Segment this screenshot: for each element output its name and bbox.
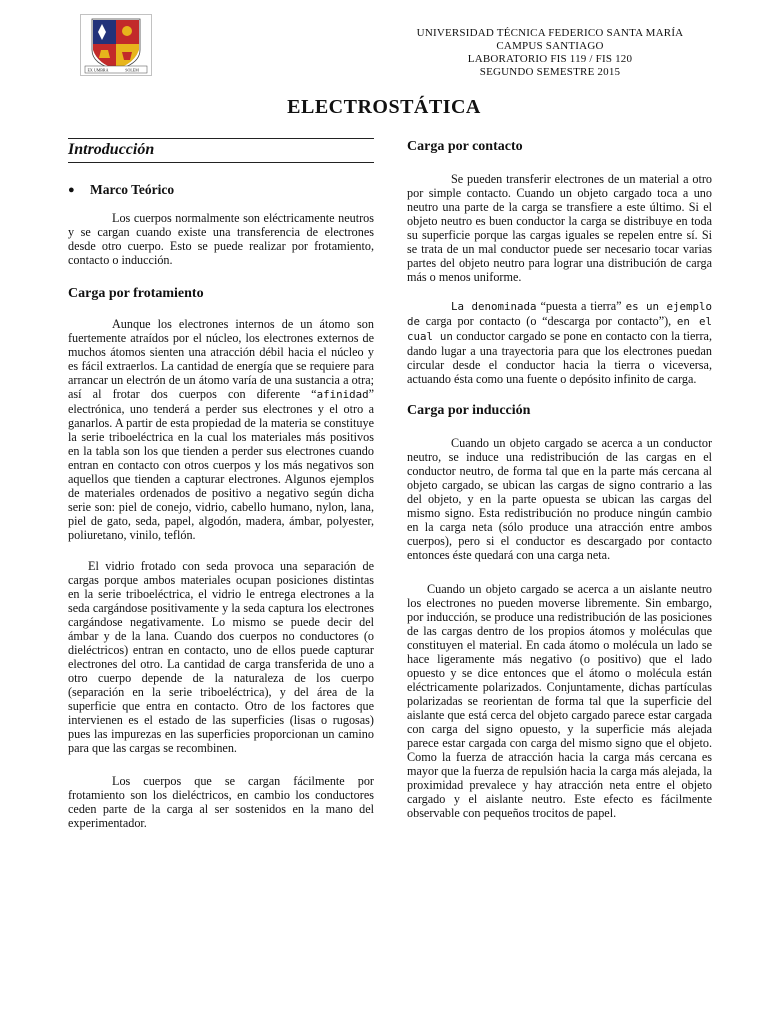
paragraph-intro: Los cuerpos normalmente son eléctricamente neutros y se cargan cuando existe una transferencia de electrones desde otro cuerpo. Esto se puede realizar por frotamiento, contacto o inducción.	[68, 211, 374, 267]
afinidad-word: afinidad	[316, 388, 369, 401]
paragraph-vidrio: El vidrio frotado con seda provoca una separación de cargas porque ambos materiales ocupan posiciones distintas en la serie triboeléctrica, el vidrio le entrega electrones a la seda cargándose positivamente y la seda captura los electrones cargándose negativamente. Lo mismo se puede decir del ámbar y de la lana. Cuando dos cuerpos no conductores (o dieléctricos) entran en contacto, uno de ellos puede capturar electrones del otro. La cantidad de carga transferida de uno a otro cuerpo depende de la naturaleza de los cuerpo (separación en la serie triboeléctrica), y del área de la superficie que entra en contacto. Otro de los factores que intervienen es el estado de las superficies (lisas o rugosas) pues las impurezas en las superficies proporcionan un camino para que las cargas se recombinen.	[68, 559, 374, 755]
paragraph-contacto: Se pueden transferir electrones de un material a otro por simple contacto. Cuando un objeto cargado toca a uno neutro una parte de la carga se transfiere a este último. Si el objeto neutro es buen conductor la carga se distribuye en toda su superficie porque las cargas iguales se repelen entre sí. Si se trata de un mal conductor puede ser necesario tocar varias partes del objeto neutro para lograr una distribución de carga más o menos uniforme.	[407, 172, 712, 284]
bullet-item	[68, 183, 374, 197]
paragraph-frotamiento-b: ” electrónica, uno tenderá a perder sus electrones y el otro a ganarlos. A partir de esta propiedad de la materia se constituye la serie triboeléctrica en la cual los materiales más positivos en la tabla son los que tienden a perder sus electrones cuando entran en contacto con otros cuerpos y los más negativos son aquellos que tienden a capturar electrones. Algunos ejemplos de materiales ordenados de positivo a negativo según dicha serie son: piel de conejo, vidrio, cabello humano, nylon, lana, piel de gato, seda, papel, algodón, madera, ámbar, polyester, poliuretano, vinilo, teflón.	[68, 387, 374, 542]
puesta-tierra-text-a: “puesta a tierra”	[536, 299, 626, 313]
paragraph-dielectricos: Los cuerpos que se cargan fácilmente por frotamiento son los dieléctricos, en cambio los conductores ceden parte de la carga al ser sostenidos en la mano del experimentador.	[68, 774, 374, 830]
document-title: ELECTROSTÁTICA	[287, 96, 481, 118]
campus-name: CAMPUS SANTIAGO	[496, 40, 604, 52]
puesta-tierra-text-c: conductor cargado se pone en contacto con la tierra, dando lugar a una trayectoria para que los electrones puedan circular desde el conductor hacia la tierra o viceversa, actuando ésta como una fuente o depósito infinito de carga.	[407, 329, 712, 386]
semester: SEGUNDO SEMESTRE 2015	[479, 66, 621, 78]
heading-induccion: Carga por inducción	[407, 403, 531, 418]
paragraph-puesta-tierra	[407, 299, 712, 386]
mono-text-3: en el cual un	[407, 315, 712, 343]
lab-name: LABORATORIO FIS 119 / FIS 120	[467, 53, 633, 65]
university-header	[390, 27, 710, 79]
paragraph-frotamiento-a: Aunque los electrones internos de un átomo son fuertemente atraídos por el núcleo, los electrones externos de muchos átomos sienten una atracción débil hacia el núcleo y es fácil extraerlos. La cantidad de energía que se requiere para arrancar un electrón de un átomo varía de una sustancia a otra; así al frotar dos cuerpos con diferente “	[68, 317, 374, 401]
heading-contacto: Carga por contacto	[407, 139, 523, 154]
right-column	[407, 138, 712, 820]
crest-motto-left: EX UMBRA	[87, 67, 109, 73]
bullet-icon: ●	[68, 184, 75, 196]
left-column	[68, 138, 374, 830]
intro-heading: Introducción	[68, 138, 374, 163]
puesta-tierra-text-b: carga por contacto (o “descarga por contacto”),	[420, 314, 677, 328]
paragraph-induccion-conductor: Cuando un objeto cargado se acerca a un conductor neutro, se induce una redistribución de las cargas en el conductor neutro, de forma tal que en la parte más cercana al objeto cargado, se ubican las cargas de signo contrario a las del objeto, y en la parte opuesta se ubican las cargas del mismo signo. Esta redistribución no produce ningún cambio en la carga neta (sólo produce una atracción entre ambos cuerpos), pero si el conductor es descargado por contacto entonces éste quedará con una carga neta.	[407, 436, 712, 562]
heading-frotamiento: Carga por frotamiento	[68, 286, 204, 301]
mono-text-1: La denominada	[451, 300, 537, 313]
university-crest-icon	[80, 14, 152, 76]
university-name: UNIVERSIDAD TÉCNICA FEDERICO SANTA MARÍA	[416, 27, 684, 39]
paragraph-frotamiento	[68, 317, 374, 542]
marco-teorico-heading: Marco Teórico	[90, 182, 175, 197]
mono-text-2: es un ejemplo de	[407, 300, 712, 328]
paragraph-induccion-aislante: Cuando un objeto cargado se acerca a un aislante neutro los electrones no pueden moverse libremente. Sin embargo, por inducción, se produce una redistribución de las posiciones de las cargas dentro de los propios átomos y moléculas que constituyen el material. En cada átomo o molécula un lado se hace ligeramente más negativo (o positivo) que el lado opuesto y se dice entonces que el átomo o molécula están eléctricamente polarizados. Conjuntamente, dichas partículas polarizadas se reorientan de forma tal que la superficie del aislante que está cerca del objeto cargado parece estar cargada con carga del signo opuesto, y la superficie más alejada parece estar cargada con carga del mismo signo que el objeto. Como la fuerza de atracción hacia la carga más cercana es mayor que la fuerza de repulsión hacia la carga más alejada, la proximidad prevalece y hay atracción neta entre el objeto cargado y el aislante neutro. Este efecto es fácilmente observable con pequeños trocitos de papel.	[407, 582, 712, 820]
crest-motto-right: SOLEM	[125, 67, 139, 73]
